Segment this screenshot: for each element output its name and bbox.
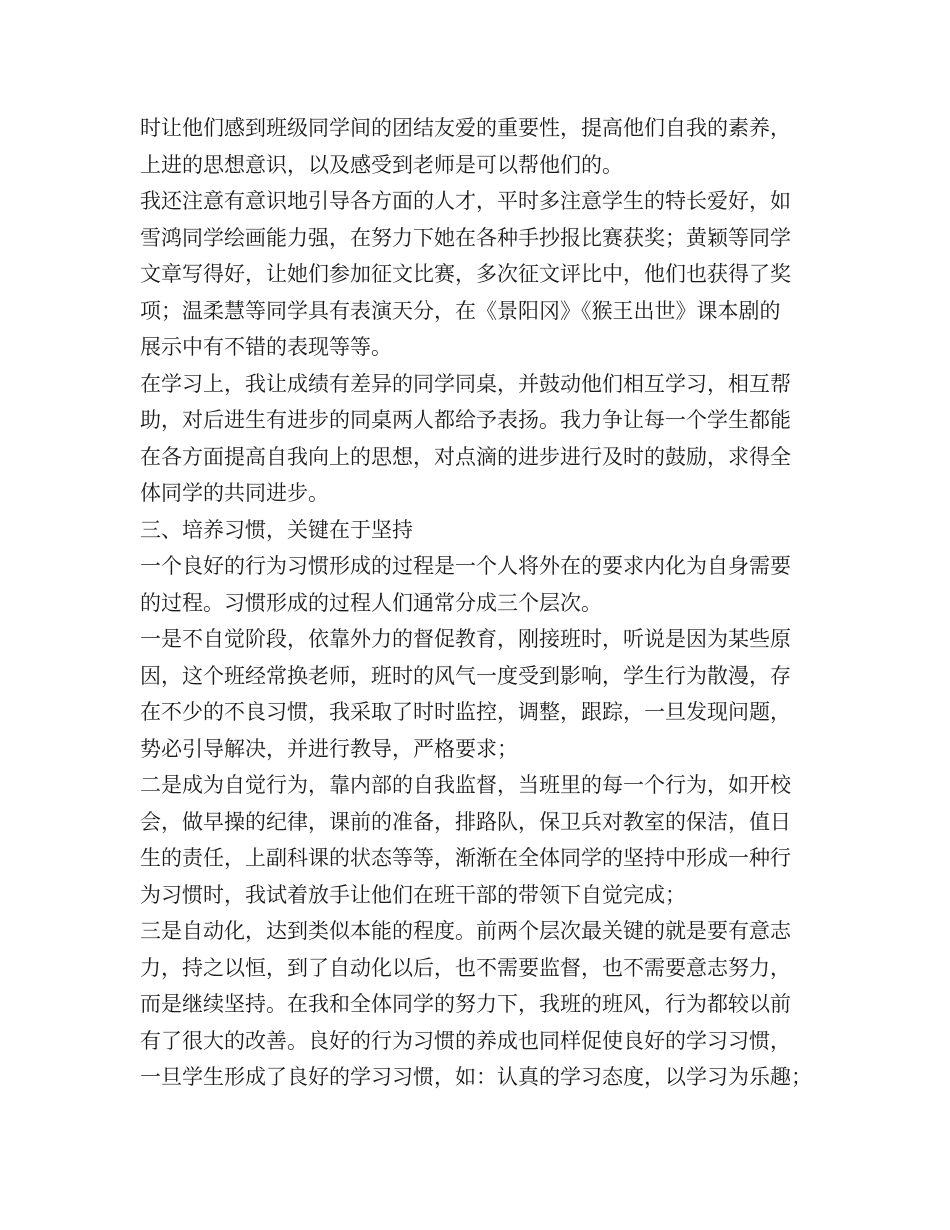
text-line: 而是继续坚持。在我和全体同学的努力下，我班的班风，行为都较以前 bbox=[140, 992, 791, 1016]
text-line: 生的责任，上副科课的状态等等，渐渐在全体同学的坚持中形成一种行 bbox=[140, 846, 791, 870]
text-line: 为习惯时，我试着放手让他们在班干部的带领下自觉完成； bbox=[140, 882, 686, 907]
text-line: 项；温柔慧等同学具有表演天分，在《景阳冈》《猴王出世》课本剧的 bbox=[140, 298, 781, 323]
text-line: 助，对后进生有进步的同桌两人都给予表扬。我力争让每一个学生都能 bbox=[140, 408, 791, 432]
text-line: 体同学的共同进步。 bbox=[140, 481, 329, 505]
text-line: 一个良好的行为习惯形成的过程是一个人将外在的要求内化为自身需要 bbox=[140, 554, 791, 578]
text-line: 时让他们感到班级同学间的团结友爱的重要性，提高他们自我的素养， bbox=[140, 116, 791, 140]
text-line: 在学习上，我让成绩有差异的同学同桌，并鼓动他们相互学习，相互帮 bbox=[140, 371, 791, 396]
text-line: 会，做早操的纪律，课前的准备，排路队，保卫兵对教室的保洁，值日 bbox=[140, 809, 791, 834]
text-line: 我还注意有意识地引导各方面的人才，平时多注意学生的特长爱好，如 bbox=[140, 189, 791, 213]
text-line: 在不少的不良习惯，我采取了时时监控，调整，跟踪，一旦发现问题， bbox=[140, 700, 791, 724]
text-line: 雪鸿同学绘画能力强，在努力下她在各种手抄报比赛获奖；黄颖等同学 bbox=[140, 225, 791, 250]
text-line: 上进的思想意识，以及感受到老师是可以帮他们的。 bbox=[140, 152, 623, 177]
text-line: 力，持之以恒，到了自动化以后，也不需要监督，也不需要意志努力， bbox=[140, 955, 791, 980]
text-line: 三是自动化，达到类似本能的程度。前两个层次最关键的就是要有意志 bbox=[140, 919, 791, 943]
text-line: 一是不自觉阶段，依靠外力的督促教育，刚接班时，听说是因为某些原 bbox=[140, 627, 791, 651]
text-line: 的过程。习惯形成的过程人们通常分成三个层次。 bbox=[140, 590, 602, 615]
text-line: 二是成为自觉行为，靠内部的自我监督，当班里的每一个行为，如开校 bbox=[140, 773, 791, 797]
text-line: 势必引导解决，并进行教导，严格要求； bbox=[140, 736, 518, 761]
text-line: 因，这个班经常换老师，班时的风气一度受到影响，学生行为散漫，存 bbox=[140, 663, 791, 688]
text-line: 在各方面提高自我向上的思想，对点滴的进步进行及时的鼓励，求得全 bbox=[140, 444, 791, 469]
text-line: 文章写得好，让她们参加征文比赛，多次征文评比中，他们也获得了奖 bbox=[140, 262, 791, 286]
section-heading: 三、培养习惯，关键在于坚持 bbox=[140, 517, 413, 542]
text-line: 展示中有不错的表现等等。 bbox=[140, 335, 392, 359]
document-body bbox=[140, 110, 840, 1096]
text-line: 一旦学生形成了良好的学习习惯，如：认真的学习态度，以学习为乐趣； bbox=[140, 1065, 812, 1089]
text-line: 有了很大的改善。良好的行为习惯的养成也同样促使良好的学习习惯， bbox=[140, 1028, 791, 1053]
